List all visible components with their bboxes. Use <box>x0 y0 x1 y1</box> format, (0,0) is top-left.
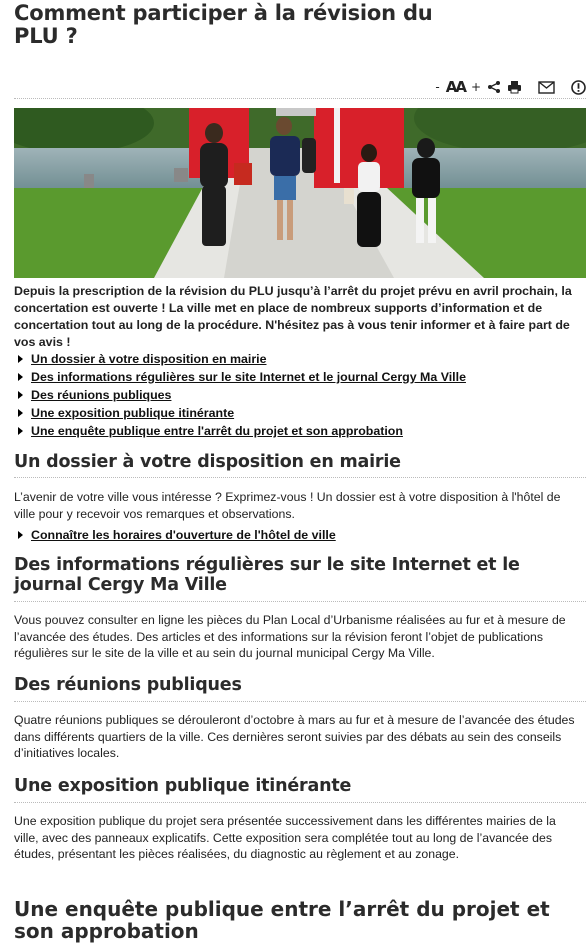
summary-link-dossier[interactable]: Un dossier à votre disposition en mairie <box>31 352 267 366</box>
section-divider <box>14 701 586 702</box>
list-item <box>14 368 586 386</box>
section-heading-reunions: Des réunions publiques <box>14 675 242 695</box>
section-heading-dossier: Un dossier à votre disposition en mairie <box>14 452 401 472</box>
list-item <box>14 422 586 440</box>
arrow-right-icon <box>18 531 23 539</box>
print-icon[interactable] <box>507 80 522 94</box>
section-text-reunions: Quatre réunions publiques se dérouleront d’octobre à mars au fur et à mesure de l’avancée des études dans différents quartiers de la ville. Ces dernières seront suivies par des débats au sein des conseils d’initiatives locales. <box>14 713 575 760</box>
arrow-right-icon <box>18 373 23 381</box>
share-icon[interactable] <box>487 80 501 94</box>
font-size-icon: AA <box>445 78 465 96</box>
increase-font-button[interactable]: + <box>470 80 481 94</box>
info-icon[interactable] <box>571 80 586 95</box>
section-divider <box>14 802 586 803</box>
page-title: Comment participer à la révision du PLU ? <box>14 1 433 48</box>
section-text-dossier: L’avenir de votre ville vous intéresse ? Exprimez-vous ! Un dossier est à votre disposition à l'hôtel de ville pour y recevoir vos remarques et observations. <box>14 490 561 521</box>
page-toolbar <box>435 78 586 96</box>
decrease-font-button[interactable]: - <box>435 80 440 94</box>
list-item <box>14 526 336 544</box>
section-divider <box>14 477 586 478</box>
arrow-right-icon <box>18 355 23 363</box>
summary-link-informations[interactable]: Des informations régulières sur le site Internet et le journal Cergy Ma Ville <box>31 370 466 384</box>
opening-hours-link[interactable]: Connaître les horaires d'ouverture de l'hôtel de ville <box>31 528 336 542</box>
summary-link-reunions[interactable]: Des réunions publiques <box>31 388 172 402</box>
summary-links <box>14 350 586 440</box>
section-divider <box>14 601 586 602</box>
section-text-exposition: Une exposition publique du projet sera présentée successivement dans les différentes mairies de la ville, avec des panneaux explicatifs. Cette exposition sera complétée tout au long de l’avancée des études, présentant les pièces réalisées, du diagnostic au règlement et au zonage. <box>14 814 556 861</box>
summary-link-enquete[interactable]: Une enquête publique entre l'arrêt du projet et son approbation <box>31 424 403 438</box>
section-text-informations: Vous pouvez consulter en ligne les pièces du Plan Local d’Urbanisme réalisées au fur et à mesure de l’avancée des études. Des articles et des informations sur la révision feront l’objet de publications régulières sur le site de la ville et au sein du journal municipal Cergy Ma Ville. <box>14 613 566 660</box>
arrow-right-icon <box>18 427 23 435</box>
section-heading-enquete: Une enquête publique entre l’arrêt du projet et son approbation <box>14 897 550 943</box>
arrow-right-icon <box>18 391 23 399</box>
page-content <box>14 0 586 943</box>
arrow-right-icon <box>18 409 23 417</box>
section-heading-informations: Des informations régulières sur le site Internet et le journal Cergy Ma Ville <box>14 555 520 595</box>
toolbar-divider <box>14 98 586 99</box>
mail-icon[interactable] <box>538 81 555 94</box>
list-item <box>14 404 586 422</box>
hero-image <box>14 108 586 278</box>
list-item <box>14 386 586 404</box>
summary-link-exposition[interactable]: Une exposition publique itinérante <box>31 406 235 420</box>
list-item <box>14 350 586 368</box>
intro-text: Depuis la prescription de la révision du PLU jusqu’à l’arrêt du projet prévu en avril prochain, la concertation est ouverte ! La ville met en place de nombreux supports d’information et de concertation tout au long de la procédure. N'hésitez pas à vous tenir informer et à faire part de vos avis ! <box>14 284 572 349</box>
section-heading-exposition: Une exposition publique itinérante <box>14 776 352 796</box>
